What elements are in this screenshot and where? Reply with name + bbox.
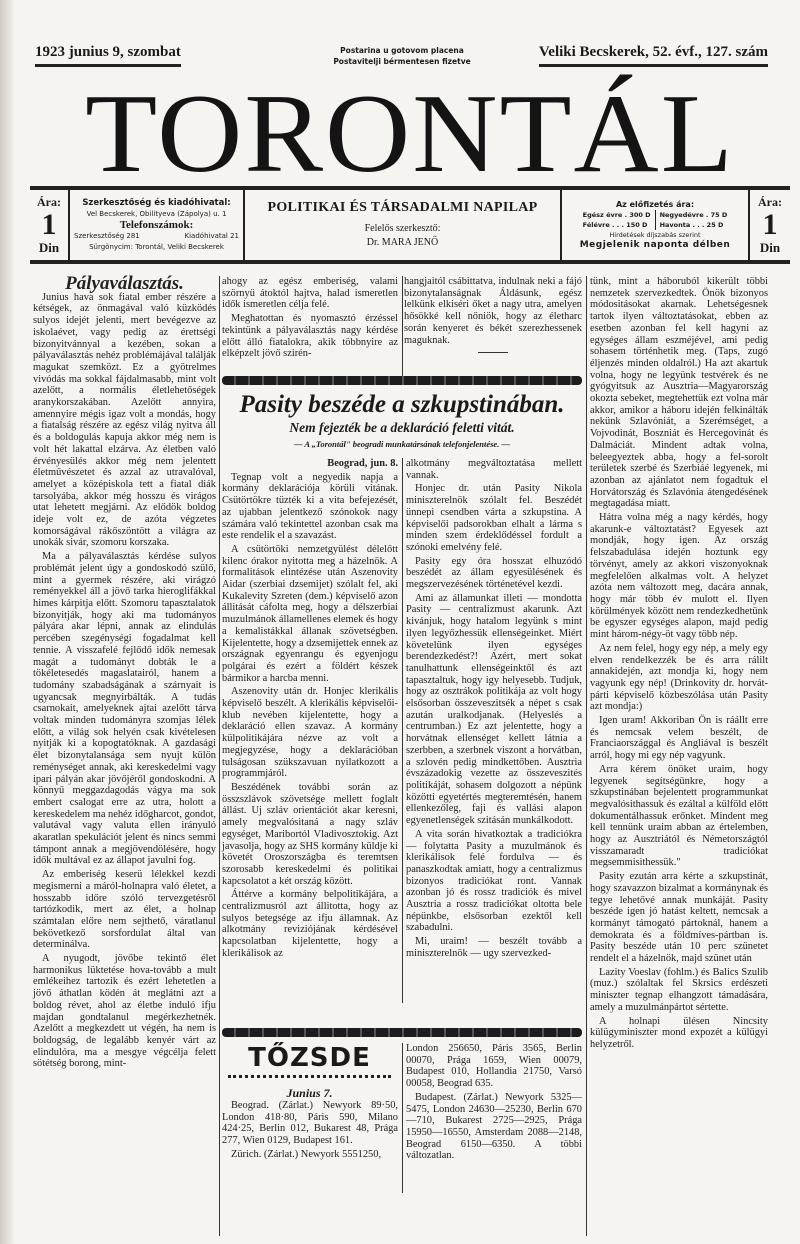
issue-underline xyxy=(539,64,768,67)
price-box-right: Ára: 1 Din xyxy=(758,194,782,255)
tagline-box: POLITIKAI ÉS TÁRSADALMI NAPILAP Felelős szerkesztő: Dr. MARA JENŐ xyxy=(245,190,562,260)
article-palyavalasztas: Pályaválasztás. Junius hava sok fiatal ember részére a kétségek, az önmagával való küzködés sulyos idejét jelenti, mert bevégezve az iskolaévet, vagy pedig az érettségi bizonyitvánnyal a kezében, sokan a pályaválasztás nehéz problémájával találják magukat szemközt. Ez a gyötrelmes vivódás ma sokkal fájdalmasabb, mint volt azelőtt, a normális életlehetőségek aranykorszakában. Azelőtt annyira, amennyire mégis igaz volt a mondás, hogy a fiatalság részére az egész világ nyitva áll és a boldogulás kapuja akkor még nem is volt hét lakattal elzárva. Az életben való érvényesülés akkor még nem jelentett életművészetet és azzal az utravalóval, amelyet a középiskola tett a fiatal diák tarsolyába, akkor még hosszu és virágos utat lehetett megjárni. Az elődök boldog ideje volt ez, de azóta végzetes komorságával rákőszöntött a világra az unokák sivár, szomoru korszaka. Ma a pályaválasztás kérdése sulyos problémát jelent úgy a gondoskodó szülő, mint a gyermek részére, aki virágzó reményekkel áll a jövő tarka hieroglifákkal himes kárpitja előtt. Szomoru tapasztalatok bizonyitják, hogy aki ma tudományos pályára akar lépni, annak az elindulás percében szegénységi fogadalmat kell tennie. A visszafelé fejlődő idők nemesak magát a tudományt dobták le a tökéletesedés magaslatairól, hanem a tudomány szabadságának a szárnyait is ugyancsak megnyirbálták. A tudás csarnokait, amelyeknek ajtai azelőtt tárva voltak minden tudományra szomjas lélek előtt, a világ sok helyén csak kivételesen nyitják ki a kopogtatóknak. A gazdasági élet bizonytalansága sem nyujt külön reménységet annak, aki kereskedelmi vagy ipari pályán akar jövőjéről gondoskodni. A könnyű meggazdagodás vágya ma sok embert csalogat erre az utra, holott a kereskedelem ma nehéz időgharcot, gondot, valutával vagy valuta ellen irányuló akaratlan spekulációt jelent és nincs semmi támpont annak a megjövendölésére, hogy idők multával ez az állapot javulni fog. Az emberiség keserü lélekkel kezdi megismerni a máról-holnapra való életet, a hosszabb időre szóló tervezgetésről tartózkodik, mert az élet, a holnap számtalan előre nem sejthető, váratlanul bekövetkező sorsfordulat által van determinálva. A nyugodt, jövőbe tekintő élet harmonikus lüktetése hova-tovább a mult emlékeihez tartozik és ezért lehetetlen a jövő áthatlan ködén át meglátni azt a boldog révet, ahol az életbe induló ifju majdan gondtalanul megérkezhetnék. Azelőtt a megkezdett ut végén, ha nem is boldogság, de legalább kenyér várt az elindulóra, ma a mesgye végcélja felett sötétség borong, mint- xyxy=(33,273,216,1070)
issue-date: 1923 junius 9, szombat xyxy=(35,44,181,67)
article-title: Pasity beszéde a szkupstinában. xyxy=(239,391,565,418)
editorial-office-box: Szerkesztőség és kiadóhivatal: Vel Becskerek, Obilityeva (Zápolya) u. 1 Telefonszámok: Szerkesztőség 281 Kiadóhivatal 21 Sürgönycim: Torontál, Veliki Becskerek xyxy=(70,190,245,260)
column-rule xyxy=(586,276,587,1236)
column-rule xyxy=(219,276,220,1236)
article-subtitle: Nem fejezték be a deklaráció feletti vitát. xyxy=(289,420,515,435)
page-binding-edge xyxy=(0,0,14,1244)
article-pasity-col1: Beograd, jun. 8. Tegnap volt a negyedik napja a kormány deklarációja körüli vitának. Csütörtökre tüzték ki a vita befejezését, az ujabban jelentkező szónokok nagy számára való tekintettel azonban csak ma este rendelik el a szavazást. A csütörtöki nemzetgyülést délelőtt kilenc órakor nyitotta meg a házelnök. A formalitások elintézése után Aszenovity Aidar (szerbiai dzsemijet) szólalt fel, aki Kukalevity Szreten (dem.) képviselő azon állitását cáfolta meg, hogy a délszerbiai muzulmánok államellenes elemek és hogy a kemalistákkal állanak szövetségben. Kijelentette, hogy a dzsemijettek ennek az országnak egyenrangu és egyenjogu polgárai és ezért a földért készek bármikor a harcba menni. Aszenovity után dr. Honjec klerikális képviselő beszélt. A klerikális képviselői-klub nevében kijelentette, hogy a deklaráció ellen szavaz. A kormány külpolitikájára nézve az volt a megjegyzése, hogy a deklarációban tulságosan szükszavuan nyilatkozott a programmjáról. Beszédének további során az összszlávok szövetsége mellett foglalt állást. Uj szláv orientációt akar keresni, amely megvalósitaná a nagy szláv egységet, Maribortól Vladivosztokig. Azt javasolja, hogy az SHS kormány küldje ki követét Oroszországba és teremtsen szorosabb kereskedelmi és politikai kapcsolatot a két ország között. Áttérve a kormány belpolitikájára, a centralizmusról azt állitotta, hogy az sulyos betegsége az ifju államnak. Az alkotmány reviziójának kérdésével kapcsolatban kijelentette, hogy a klerikálisok az xyxy=(222,458,399,959)
postal-note: Postarina u gotovom placena Postavitelji bérmentesen fizetve xyxy=(333,46,471,66)
article-palyavalasztas-continued: ahogy az egész emberiség, valami szörnyü átoktól hajtva, halad ismeretlen idők ismeretlen célja felé. Meghatottan és nyomasztó érzéssel tekintünk a pályaválasztás nagy kérdése előtt álló fiatalokra, akik többnyire az elképzelt jövő szirén- xyxy=(222,276,398,360)
article-title: Pályaválasztás. xyxy=(65,273,184,294)
tozsde-logo: TŐZSDE xyxy=(228,1043,391,1078)
column-rule xyxy=(402,276,403,376)
article-pasity-col3: tünk, mint a háboruból kikerült többi nemzetek szervezkedtek. Önök bizonyos módositásokat akarnak. Lehetségesnek tartok ilyen változtatásokat, ebben az esetben azonban fel kell hagyni az egységes állam eszméjével, ami pedig sohasem történhetik meg. (Taps, zugó éljenzés minden oldalról.) Ha azt akartuk volna, hogy ne legyünk testvérek és ne gyógyitsuk az Ausztria—Magyarország okozta sebeket, megtehettük ezt volna már akkor, amikor a háboru idején felkinálták nekünk Szlavóniát, a Szerémséget, a Vojvodinát, Boszniát és Hercegovinát és Dalmáciát. Mindent adtak volna, beleegyeztek abba, hogy a fel-sorolt területek szerbé és Szerbiáé legyenek, mi azonban az ajánlatot nem fogadtuk el Horvátország és Szlavónia átengedésének megtagadása miatt. Hátra volna még a nagy kérdés, hogy akarunk-e változtatást? Egyesek azt mondják, hogy igen. Az ország felszabadulása idején hoztunk egy törvényt, amely az akkori viszonyoknak megfelelően alkalmas volt. A helyzet azóta nem változott meg, dacára annak, hogy már több év mulott el. Ilyen körülmények között nem rendezkedhetünk be egyszer egységes alapon, majd pedig mint három-négy-öt vagy több nép. Az nem felel, hogy egy nép, a mely egy elven rendelkezzék be és arra rálilt annakidején, azt mondja ki, hogy nem vagyunk egy nép! (Drinkovity dr. horvát-párti képviselő közbeszólása után Pasity azt mondja:) Igen uram! Akkoriban Ön is ráállt erre és nemcsak velem beszélt, de Franciaországgal és Angliával is beszélt arról, hogy mi egy nép vagyunk. Arra kérem önöket uraim, hogy legyenek segítségünkre, hogy a szkupstinában bejelentett programmunkat megvalósithassuk és ezáltal a külföld előtt dokumentálhassuk erőnket. Mindent meg kell tennünk uraim abban az értelemben, hogy az Ausztriától és Németországtól visszamaradt tradiciókat megsemmisithessük." Pasity ezután arra kérte a szkupstinát, hogy szavazzon bizalmat a kormánynak és tegye lehetővé annak munkáját. Pasity beszéde igen jó hatást keltett, nemcsak a kormányt támogató pártoknál, hanem a demokrata és a földmíves-pártban is. Pasity beszéde után 10 perc szünetet rendelt el a házelnök, majd szünet után Lazity Voeslav (fohlm.) és Balics Szulib (muz.) szólaltak fel Skrsics erdészeti miniszter tegnap elhangzott támadására, amely a muzulmánpártot sértette. A holnapi ülésen Nincsity külügyminiszter mond expozét a külügyi helyzetről. xyxy=(590,276,768,1050)
stock-exchange-col2: London 256650, Páris 3565, Berlin 00070, Prága 1659, Wien 00079, Budapest 010, Hollandia 21750, Varsó 00058, Beograd 635. Budapest. (Zárlat.) Newyork 5325—5475, London 24630—25230, Berlin 670—710, Bukarest 2725—2925, Prága 15950—16550, Amsterdam 2088—2148, Beograd 6150—6350. A többi változatlan. xyxy=(406,1043,582,1162)
masthead-title: TORONTÁL xyxy=(85,71,735,196)
subscription-box: Az előfizetés ára: Egész évre . 300 D Félévre . . . 150 D Negyedévre . 75 D Havonta . . . 25 D Hirdetések díjszabás szerint Megjelenik naponta délben xyxy=(562,190,750,260)
stock-exchange-col1: Beograd. (Zárlat.) Newyork 89·50, London 418·80, Páris 590, Milano 424·25, Berlin 012, Bukarest 48, Prága 277, Wien 0129, Budapest 161. Zürich. (Zárlat.) Newyork 5551250, xyxy=(222,1100,398,1160)
date-underline xyxy=(35,64,181,67)
article-pasity-col2: alkotmány megváltoztatása mellett vannak. Honjec dr. után Pasity Nikola miniszterelnök szólalt fel. Beszédét ünnepi csendben várta a szkupstina. A képviselői padsorokban elhalt a lárma s minden szem érdeklődéssel fordult a szónoki emelvény felé. Pasity egy óra hosszat elhuzódó beszédét az állam egyesülésének és megszervezésének történetével kezdi. Ami az államunkat illeti — mondotta Pasity — centralizmust akarunk. Azt kivánjuk, hogy hatalom legyünk s mint ilyen legyőzhessük ellenségeinket. Miért követelünk ilyen egységes berendezkedést?! Azért, mert sokat tanulhattunk ellenségeinktől és azt tapasztaltuk, hogy igy helyesebb. Tudjuk, hogy az osztrákok politikája az volt hogy elsősorban összeveszitsék a népet s csak azután uralkodjanak. (Helyeslés a centrumban.) Ez azt jelentette, hogy a horvátnak ellenséget kellett látnia a szerbben, a szerbnek viszont a horvátban, a szlovén pedig mindkettőben. Ausztria évszázadokig vezette az összeveszités politikáját, sohasem dolgozott a népünk közötti egyetértés megteremtésén, hanem ellenkezőleg, faji és vallási alapon egyenetlenségek szitásán munkálkodott. A vita során hivatkoztak a tradiciókra — folytatta Pasity a muzulmánok és klerikálisok felé fordulva — és panaszkodtak amiatt, hogy a centralizmus bizonyos tradiciókat ront. Vannak azonban jó és rossz tradiciók és mivel Ausztria a rossz tradiciókat oltotta bele népünkbe, elsősorban ezektől kell szabadulni. Mi, uraim! — beszélt tovább a miniszterelnök — ugy szervezked- xyxy=(406,458,582,959)
column-rule xyxy=(402,1043,403,1193)
ornamental-divider xyxy=(222,1028,582,1037)
end-mark xyxy=(478,352,508,353)
ornamental-divider xyxy=(222,376,582,385)
column-rule xyxy=(402,458,403,1003)
article-palyavalasztas-end: hangjaitól csábittatva, indulnak neki a fájó bizonytalanságnak Áldásunk, egész lelkünk elkiséri őket a nagy utra, amelyen hősökké kell nőniök, hogy az életharc során kenyeret és békét szerezhessenek maguknak. xyxy=(404,276,582,353)
dateline: Beograd, jun. 8. xyxy=(327,458,398,469)
stock-exchange-header xyxy=(222,1043,397,1101)
tozsde-date: Junius 7. xyxy=(286,1086,333,1100)
price-box-left: Ára: 1 Din xyxy=(30,190,70,260)
issue-location-number: Veliki Becskerek, 52. évf., 127. szám xyxy=(539,44,768,67)
article-byline: — A „Torontál" beogradi munkatársának telefonjelentése. — xyxy=(294,439,510,449)
article-pasity-header xyxy=(222,391,582,451)
info-bar xyxy=(30,186,790,264)
